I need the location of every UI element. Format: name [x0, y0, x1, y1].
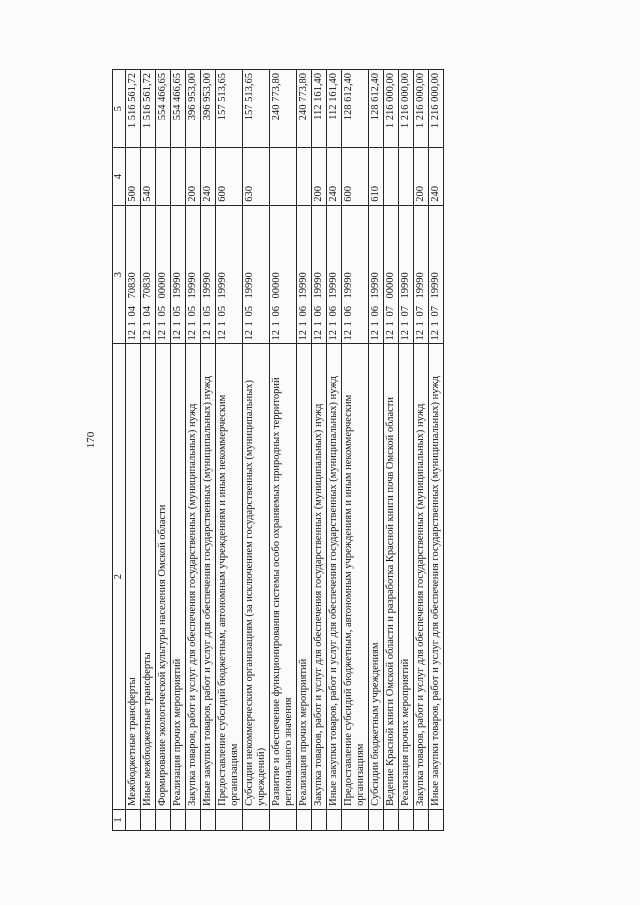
row-code-cell: [171, 205, 186, 344]
row-index-cell: [216, 809, 243, 830]
code-part: 12: [202, 329, 213, 341]
code-part: 12: [400, 329, 411, 341]
code-part: 12: [415, 329, 426, 341]
page-number: 170: [85, 431, 97, 449]
code-part: 19990: [343, 272, 354, 299]
code-part: 19990: [370, 272, 381, 299]
code-part: 1: [430, 321, 441, 327]
code-part: 04: [142, 305, 153, 317]
table-header-row: [113, 70, 126, 831]
code-part: 19990: [430, 272, 441, 299]
code-part: 07: [430, 305, 441, 317]
code-part: 19990: [202, 272, 213, 299]
row-index-cell: [243, 809, 270, 830]
row-index-cell: [384, 809, 399, 830]
row-name-cell: Закупка товаров, работ и услуг для обеспечения государственных (муниципальных) нужд: [414, 344, 429, 809]
row-type-cell: 600: [216, 148, 243, 205]
code-part: 70830: [142, 272, 153, 299]
row-type-cell: 600: [342, 148, 369, 205]
row-index-cell: [270, 809, 297, 830]
code-part: 1: [157, 321, 168, 327]
table-row: [126, 70, 141, 831]
row-amount-cell: 1 216 000,00: [399, 70, 414, 148]
row-code-cell: [429, 205, 444, 344]
row-name-cell: Субсидии некоммерческим организациям (за исключением государственных (муниципальных) учреждений): [243, 344, 270, 809]
code-part: 1: [127, 321, 138, 327]
table-row: [141, 70, 156, 831]
row-index-cell: [312, 809, 327, 830]
code-part: 00000: [157, 272, 168, 299]
row-code-cell: [216, 205, 243, 344]
row-index-cell: [342, 809, 369, 830]
row-type-cell: 240: [327, 148, 342, 205]
code-part: 05: [202, 305, 213, 317]
code-part: 06: [328, 305, 339, 317]
row-type-cell: [270, 148, 297, 205]
code-part: 07: [415, 305, 426, 317]
row-amount-cell: 240 773,80: [270, 70, 297, 148]
code-part: 19990: [415, 272, 426, 299]
table-row: [201, 70, 216, 831]
row-amount-cell: 1 216 000,00: [429, 70, 444, 148]
code-part: 1: [343, 321, 354, 327]
code-part: 1: [370, 321, 381, 327]
header-col-1: 1: [113, 809, 126, 830]
row-name-cell: Межбюджетные трансферты: [126, 344, 141, 809]
code-part: 1: [415, 321, 426, 327]
code-part: 1: [202, 321, 213, 327]
row-code-cell: [369, 205, 384, 344]
row-index-cell: [369, 809, 384, 830]
row-code-cell: [201, 205, 216, 344]
row-amount-cell: 554 466,65: [156, 70, 171, 148]
row-name-cell: Предоставление субсидий бюджетным, автономным учреждениям и иным некоммерческим организациям: [216, 344, 243, 809]
row-amount-cell: 554 466,65: [171, 70, 186, 148]
row-amount-cell: 396 953,00: [201, 70, 216, 148]
code-part: 06: [370, 305, 381, 317]
row-name-cell: Закупка товаров, работ и услуг для обеспечения государственных (муниципальных) нужд: [186, 344, 201, 809]
code-part: 05: [157, 305, 168, 317]
row-name-cell: Реализация прочих мероприятий: [171, 344, 186, 809]
code-part: 12: [328, 329, 339, 341]
table-row: [312, 70, 327, 831]
row-amount-cell: 128 612,40: [342, 70, 369, 148]
row-name-cell: Развитие и обеспечение функционирования системы особо охраняемых природных территорий регионального значения: [270, 344, 297, 809]
row-index-cell: [126, 809, 141, 830]
code-part: 12: [313, 329, 324, 341]
row-index-cell: [297, 809, 312, 830]
budget-table-sheet: [112, 69, 582, 831]
code-part: 1: [217, 321, 228, 327]
code-part: 1: [271, 321, 282, 327]
row-type-cell: [384, 148, 399, 205]
code-part: 12: [370, 329, 381, 341]
row-amount-cell: 1 216 000,00: [384, 70, 399, 148]
code-part: 12: [271, 329, 282, 341]
row-index-cell: [156, 809, 171, 830]
row-code-cell: [270, 205, 297, 344]
code-part: 70830: [127, 272, 138, 299]
code-part: 05: [187, 305, 198, 317]
row-name-cell: Формирование экологической культуры населения Омской области: [156, 344, 171, 809]
row-code-cell: [414, 205, 429, 344]
code-part: 07: [400, 305, 411, 317]
code-part: 05: [172, 305, 183, 317]
row-type-cell: [156, 148, 171, 205]
table-row: [243, 70, 270, 831]
table-row: [327, 70, 342, 831]
row-index-cell: [186, 809, 201, 830]
code-part: 19990: [187, 272, 198, 299]
code-part: 06: [343, 305, 354, 317]
table-row: [399, 70, 414, 831]
code-part: 1: [187, 321, 198, 327]
header-col-4: 4: [113, 148, 126, 205]
code-part: 12: [385, 329, 396, 341]
code-part: 12: [127, 329, 138, 341]
row-name-cell: Предоставление субсидий бюджетным, автономным учреждениям и иным некоммерческим организациям: [342, 344, 369, 809]
code-part: 1: [385, 321, 396, 327]
header-col-2: 2: [113, 344, 126, 809]
row-type-cell: 200: [312, 148, 327, 205]
row-code-cell: [342, 205, 369, 344]
code-part: 12: [343, 329, 354, 341]
row-name-cell: Иные закупки товаров, работ и услуг для обеспечения государственных (муниципальных) нужд: [201, 344, 216, 809]
code-part: 12: [298, 329, 309, 341]
code-part: 00000: [271, 272, 282, 299]
code-part: 06: [298, 305, 309, 317]
row-name-cell: Иные закупки товаров, работ и услуг для обеспечения государственных (муниципальных) нужд: [429, 344, 444, 809]
row-type-cell: 240: [429, 148, 444, 205]
row-type-cell: 500: [126, 148, 141, 205]
row-amount-cell: 1 516 561,72: [126, 70, 141, 148]
row-index-cell: [414, 809, 429, 830]
code-part: 00000: [385, 272, 396, 299]
row-type-cell: [399, 148, 414, 205]
row-index-cell: [141, 809, 156, 830]
code-part: 1: [400, 321, 411, 327]
table-row: [270, 70, 297, 831]
row-code-cell: [186, 205, 201, 344]
header-col-3: 3: [113, 205, 126, 344]
row-name-cell: Иные закупки товаров, работ и услуг для обеспечения государственных (муниципальных) нужд: [327, 344, 342, 809]
table-row: [171, 70, 186, 831]
row-amount-cell: 1 216 000,00: [414, 70, 429, 148]
row-code-cell: [399, 205, 414, 344]
row-type-cell: [171, 148, 186, 205]
code-part: 19990: [217, 272, 228, 299]
code-part: 19990: [298, 272, 309, 299]
code-part: 1: [244, 321, 255, 327]
code-part: 19990: [313, 272, 324, 299]
code-part: 06: [313, 305, 324, 317]
row-name-cell: Закупка товаров, работ и услуг для обеспечения государственных (муниципальных) нужд: [312, 344, 327, 809]
code-part: 07: [385, 305, 396, 317]
row-name-cell: Реализация прочих мероприятий: [399, 344, 414, 809]
table-row: [342, 70, 369, 831]
row-index-cell: [201, 809, 216, 830]
table-row: [216, 70, 243, 831]
row-amount-cell: 240 773,80: [297, 70, 312, 148]
code-part: 12: [187, 329, 198, 341]
row-name-cell: Реализация прочих мероприятий: [297, 344, 312, 809]
row-index-cell: [327, 809, 342, 830]
code-part: 19990: [328, 272, 339, 299]
table-row: [297, 70, 312, 831]
code-part: 1: [328, 321, 339, 327]
table-row: [369, 70, 384, 831]
row-index-cell: [429, 809, 444, 830]
row-type-cell: 610: [369, 148, 384, 205]
code-part: 04: [127, 305, 138, 317]
row-code-cell: [141, 205, 156, 344]
header-col-5: 5: [113, 70, 126, 148]
code-part: 1: [313, 321, 324, 327]
row-code-cell: [384, 205, 399, 344]
row-type-cell: 200: [414, 148, 429, 205]
row-index-cell: [399, 809, 414, 830]
row-amount-cell: 1 516 561,72: [141, 70, 156, 148]
row-type-cell: 200: [186, 148, 201, 205]
table-row: [384, 70, 399, 831]
row-name-cell: Ведение Красной книги Омской области и разработка Красной книги почв Омской области: [384, 344, 399, 809]
code-part: 1: [142, 321, 153, 327]
code-part: 19990: [172, 272, 183, 299]
row-amount-cell: 157 513,65: [216, 70, 243, 148]
budget-table-body: [113, 70, 444, 831]
row-code-cell: [156, 205, 171, 344]
row-code-cell: [126, 205, 141, 344]
row-type-cell: 240: [201, 148, 216, 205]
code-part: 19990: [244, 272, 255, 299]
budget-table: [112, 69, 444, 831]
table-row: [429, 70, 444, 831]
code-part: 1: [172, 321, 183, 327]
row-amount-cell: 157 513,65: [243, 70, 270, 148]
code-part: 12: [172, 329, 183, 341]
row-type-cell: [297, 148, 312, 205]
row-code-cell: [297, 205, 312, 344]
row-code-cell: [327, 205, 342, 344]
code-part: 19990: [400, 272, 411, 299]
code-part: 12: [142, 329, 153, 341]
row-name-cell: Субсидии бюджетным учреждениям: [369, 344, 384, 809]
code-part: 12: [217, 329, 228, 341]
row-amount-cell: 396 953,00: [186, 70, 201, 148]
row-code-cell: [243, 205, 270, 344]
row-amount-cell: 128 612,40: [369, 70, 384, 148]
row-amount-cell: 112 161,40: [312, 70, 327, 148]
row-type-cell: 630: [243, 148, 270, 205]
code-part: 12: [244, 329, 255, 341]
row-name-cell: Иные межбюджетные трансферты: [141, 344, 156, 809]
code-part: 05: [217, 305, 228, 317]
code-part: 1: [298, 321, 309, 327]
row-type-cell: 540: [141, 148, 156, 205]
table-row: [414, 70, 429, 831]
code-part: 06: [271, 305, 282, 317]
row-amount-cell: 112 161,40: [327, 70, 342, 148]
row-index-cell: [171, 809, 186, 830]
table-row: [186, 70, 201, 831]
code-part: 05: [244, 305, 255, 317]
code-part: 12: [157, 329, 168, 341]
code-part: 12: [430, 329, 441, 341]
row-code-cell: [312, 205, 327, 344]
table-row: [156, 70, 171, 831]
